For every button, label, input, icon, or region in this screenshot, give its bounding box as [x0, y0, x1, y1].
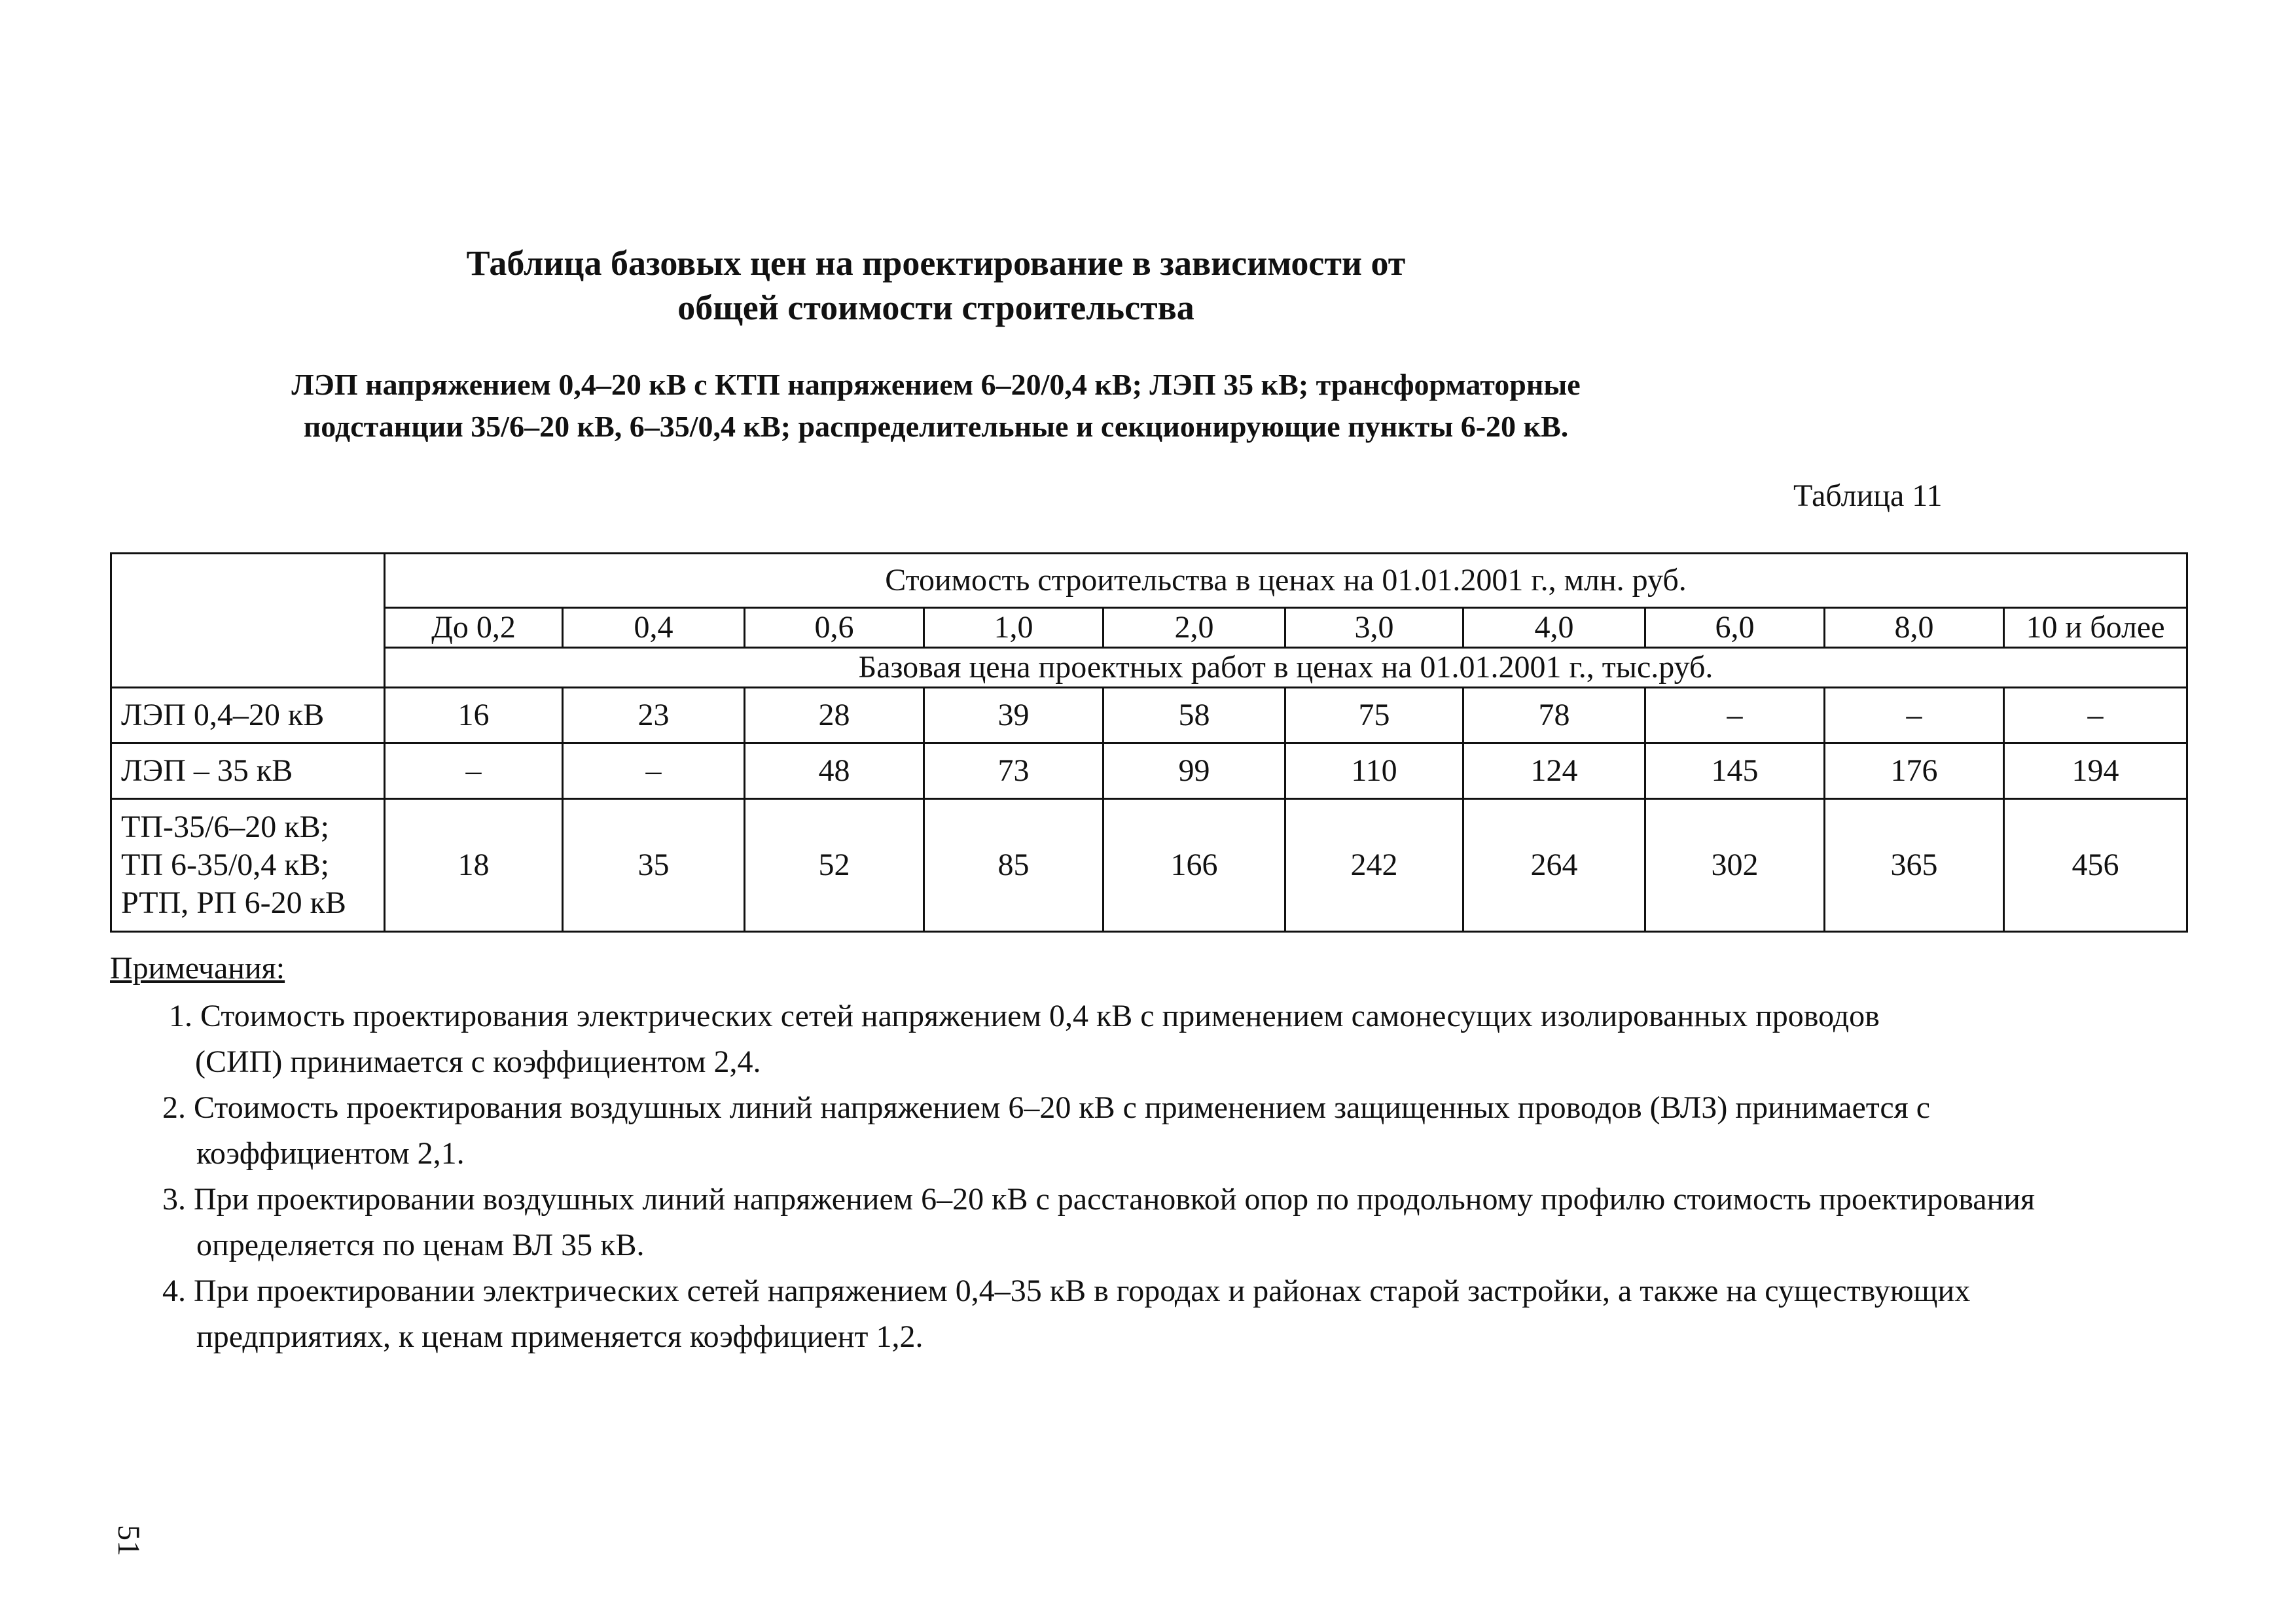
price-cell: 166 [1103, 799, 1285, 932]
price-cell: 16 [385, 688, 563, 743]
note-line: 1. Стоимость проектирования электрических сетей напряжением 0,4 кВ с применением самонесущих изолированных проводов [169, 999, 1880, 1033]
document-title-line-2: общей стоимости строительства [677, 288, 1194, 327]
cost-column-header: 0,4 [563, 608, 745, 648]
cost-column-header: 2,0 [1103, 608, 1285, 648]
price-cell: 176 [1825, 743, 2004, 799]
note-line: (СИП) принимается с коэффициентом 2,4. [195, 1044, 761, 1079]
note-item [110, 1085, 2204, 1177]
cost-column-header: 8,0 [1825, 608, 2004, 648]
row-label-line: РТП, РП 6-20 кВ [121, 885, 346, 920]
price-cell: 18 [385, 799, 563, 932]
price-cell: 365 [1825, 799, 2004, 932]
note-item [110, 1268, 2204, 1360]
price-cell: 145 [1645, 743, 1825, 799]
price-cell: 110 [1285, 743, 1463, 799]
notes-section [110, 948, 2204, 1360]
price-cell: 35 [563, 799, 745, 932]
document-subtitle-line-2: подстанции 35/6–20 кВ, 6–35/0,4 кВ; распределительные и секционирующие пункты 6-20 кВ. [303, 410, 1569, 443]
price-cell: – [1825, 688, 2004, 743]
price-cell: 242 [1285, 799, 1463, 932]
row-label-cell [111, 799, 385, 932]
note-line: 2. Стоимость проектирования воздушных линий напряжением 6–20 кВ с применением защищенных проводов (ВЛЗ) принимается с [162, 1090, 1931, 1125]
page-number: 51 [111, 1525, 146, 1556]
cost-column-header: 10 и более [2004, 608, 2187, 648]
price-cell: 456 [2004, 799, 2187, 932]
table-corner-cell [111, 554, 385, 688]
price-cell: 28 [745, 688, 924, 743]
price-cell: 52 [745, 799, 924, 932]
price-cell: 78 [1463, 688, 1645, 743]
price-cell: 264 [1463, 799, 1645, 932]
row-label-cell [111, 688, 385, 743]
cost-column-header: 1,0 [924, 608, 1103, 648]
price-cell: 85 [924, 799, 1103, 932]
price-cell: 124 [1463, 743, 1645, 799]
cost-header-cell: Стоимость строительства в ценах на 01.01.2001 г., млн. руб. [385, 554, 2187, 608]
note-item [110, 1177, 2204, 1268]
price-cell: 99 [1103, 743, 1285, 799]
row-label-line: ЛЭП – 35 кВ [121, 753, 293, 788]
price-cell: – [563, 743, 745, 799]
note-line: 3. При проектировании воздушных линий напряжением 6–20 кВ с расстановкой опор по продольному профилю стоимость проектирования [162, 1182, 2036, 1217]
table-row [111, 688, 2187, 743]
price-header-cell: Базовая цена проектных работ в ценах на 01.01.2001 г., тыс.руб. [385, 648, 2187, 688]
price-cell: 39 [924, 688, 1103, 743]
table-row [111, 799, 2187, 932]
price-cell: 48 [745, 743, 924, 799]
price-cell: 302 [1645, 799, 1825, 932]
price-cell: 75 [1285, 688, 1463, 743]
document-title-line-1: Таблица базовых цен на проектирование в зависимости от [466, 243, 1406, 283]
cost-column-header: 0,6 [745, 608, 924, 648]
row-label-line: ТП-35/6–20 кВ; [121, 810, 329, 844]
row-label-line: ТП 6-35/0,4 кВ; [121, 847, 329, 882]
table-row [111, 743, 2187, 799]
row-label-cell [111, 743, 385, 799]
note-line: коэффициентом 2,1. [196, 1136, 465, 1171]
document-subtitle-line-1: ЛЭП напряжением 0,4–20 кВ с КТП напряжением 6–20/0,4 кВ; ЛЭП 35 кВ; трансформаторные [291, 368, 1581, 401]
cost-column-header: 3,0 [1285, 608, 1463, 648]
note-item [110, 993, 2204, 1085]
cost-column-header: До 0,2 [385, 608, 563, 648]
notes-title: Примечания: [110, 951, 285, 986]
price-cell: – [2004, 688, 2187, 743]
price-cell: 23 [563, 688, 745, 743]
note-line: определяется по ценам ВЛ 35 кВ. [196, 1228, 645, 1262]
row-label-line: ЛЭП 0,4–20 кВ [121, 698, 325, 732]
cost-column-header: 6,0 [1645, 608, 1825, 648]
note-line: 4. При проектировании электрических сетей напряжением 0,4–35 кВ в городах и районах старой застройки, а также на существующих [162, 1274, 1971, 1308]
price-cell: – [1645, 688, 1825, 743]
price-cell: 58 [1103, 688, 1285, 743]
price-cell: – [385, 743, 563, 799]
price-cell: 194 [2004, 743, 2187, 799]
price-cell: 73 [924, 743, 1103, 799]
note-line: предприятиях, к ценам применяется коэффициент 1,2. [196, 1319, 924, 1354]
table-number-label: Таблица 11 [1793, 478, 1943, 513]
cost-column-header: 4,0 [1463, 608, 1645, 648]
base-price-table [110, 552, 2188, 933]
